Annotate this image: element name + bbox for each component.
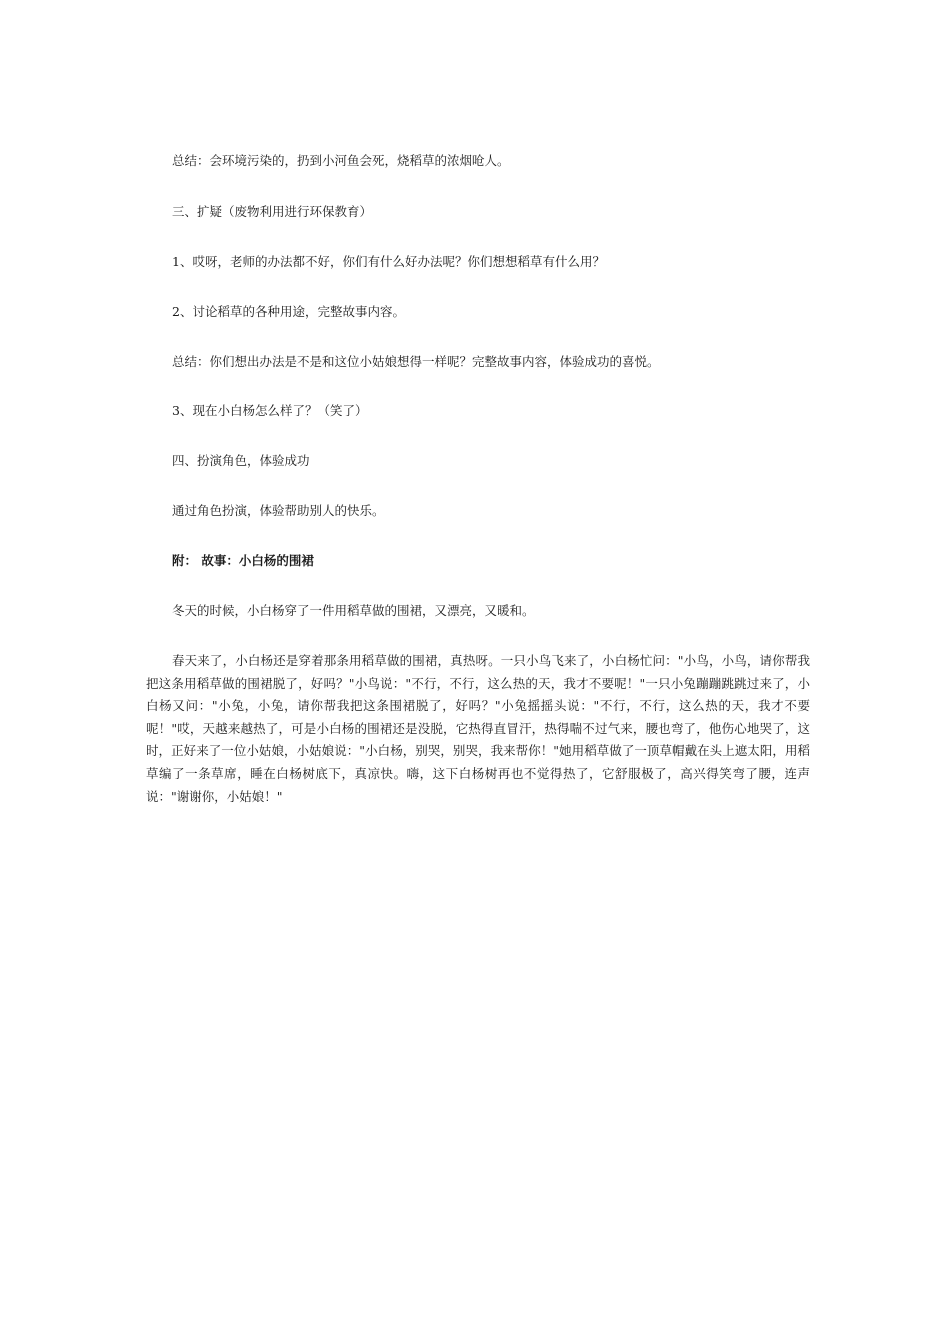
question-three: 3、现在小白杨怎么样了？（笑了） xyxy=(172,403,368,418)
summary-success: 总结：你们想出办法是不是和这位小姑娘想得一样呢？完整故事内容，体验成功的喜悦。 xyxy=(172,354,660,369)
section-three-heading: 三、扩疑（废物利用进行环保教育） xyxy=(172,204,373,219)
appendix-title: 附： 故事：小白杨的围裙 xyxy=(172,553,314,568)
role-play-paragraph: 通过角色扮演，体验帮助别人的快乐。 xyxy=(172,503,385,518)
summary-pollution: 总结：会环境污染的，扔到小河鱼会死，烧稻草的浓烟呛人。 xyxy=(172,153,510,168)
story-intro: 冬天的时候，小白杨穿了一件用稻草做的围裙，又漂亮，又暖和。 xyxy=(172,603,535,618)
story-body: 春天来了，小白杨还是穿着那条用稻草做的围裙，真热呀。一只小鸟飞来了，小白杨忙问："小鸟，小鸟，请你帮我把这条用稻草做的围裙脱了，好吗？"小鸟说："不行，不行，这么热的天，我才不要呢！"一只小兔蹦蹦跳跳过来了，小白杨又问："小兔，小兔，请你帮我把这条围裙脱了，好吗？"小兔摇摇头说："不行，不行，这么热的天，我才不要呢！"哎，天越来越热了，可是小白杨的围裙还是没脱，它热得直冒汗，热得喘不过气来，腰也弯了，他伤心地哭了，这时，正好来了一位小姑娘，小姑娘说："小白杨，别哭，别哭，我来帮你！"她用稻草做了一顶草帽戴在头上遮太阳，用稻草编了一条草席，睡在白杨树底下，真凉快。嗨，这下白杨树再也不觉得热了，它舒服极了，高兴得笑弯了腰，连声说："谢谢你，小姑娘！" xyxy=(146,653,810,804)
question-two: 2、讨论稻草的各种用途，完整故事内容。 xyxy=(172,304,405,319)
question-one: 1、哎呀，老师的办法都不好，你们有什么好办法呢？你们想想稻草有什么用？ xyxy=(172,254,605,269)
section-four-heading: 四、扮演角色，体验成功 xyxy=(172,453,310,468)
